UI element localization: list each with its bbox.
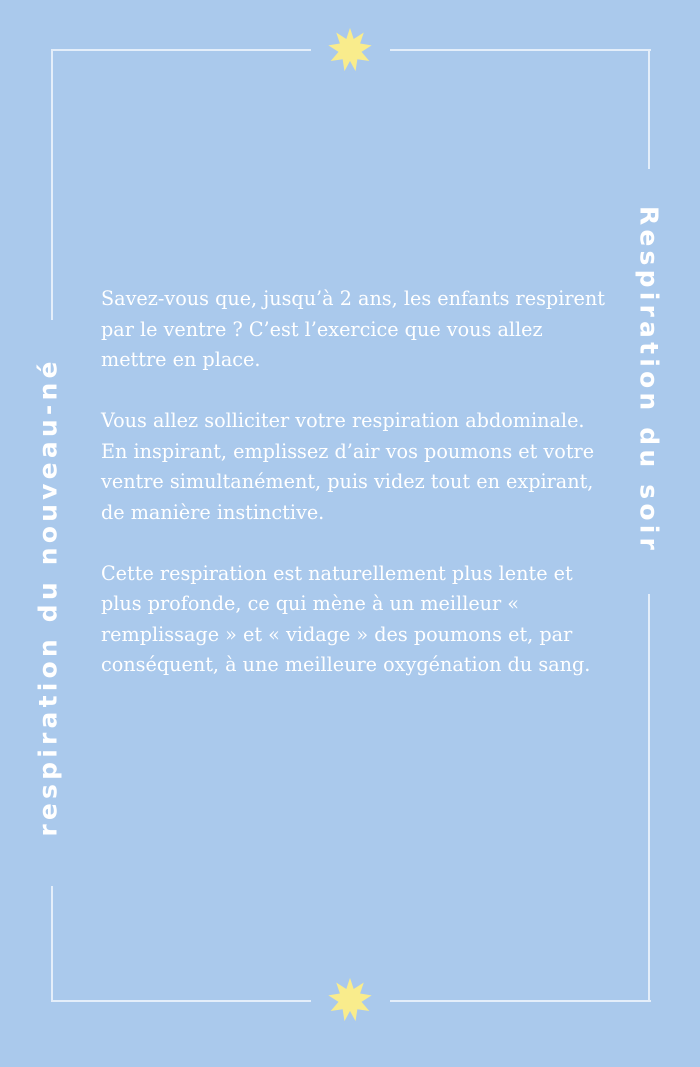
frame-bottom-right-line [390,1000,651,1002]
frame-bottom-left-line [51,1000,311,1002]
side-title-left: respiration du nouveau-né [33,357,63,837]
star-icon [327,27,373,73]
body-text [101,284,611,711]
frame-right-upper-line [648,49,650,169]
frame-left-lower-line [51,886,53,1002]
paragraph-intro: Savez-vous que, jusqu’à 2 ans, les enfants respirent par le ventre ? C’est l’exercice que vous allez mettre en place. [101,287,605,371]
side-title-right: Respiration du soir [634,205,664,555]
frame-top-right-line [390,49,651,51]
paragraph-benefits: Cette respiration est naturellement plus lente et plus profonde, ce qui mène à un meilleur « remplissage » et « vidage » des poumons et, par conséquent, à une meilleure oxygénation du sang. [101,561,591,676]
frame-right-lower-line [648,594,650,1002]
star-icon [327,977,373,1023]
frame-top-left-line [51,49,311,51]
frame-left-upper-line [51,49,53,320]
paragraph-abdominal: Vous allez solliciter votre respiration abdominale. [101,409,585,432]
paragraph-instructions: En inspirant, emplissez d’air vos poumons et votre ventre simultanément, puis videz tout en expirant, de manière instinctive. [101,439,595,524]
